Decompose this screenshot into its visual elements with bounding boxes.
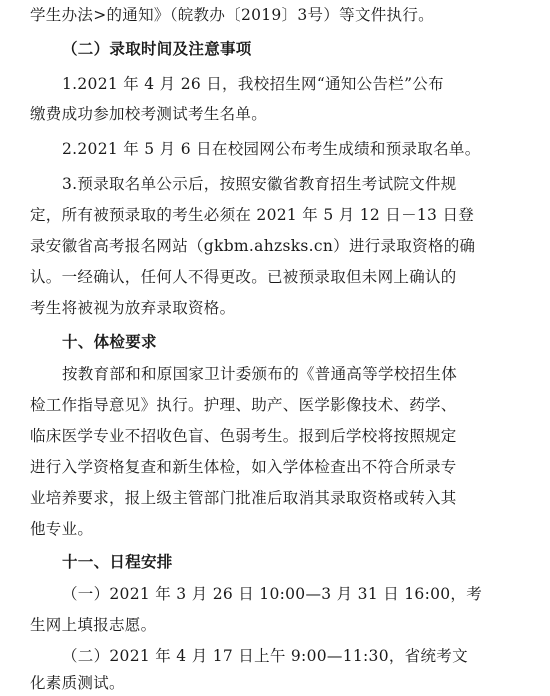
paragraph-line: （二）2021 年 4 月 17 日上午 9:00—11:30，省统考文 [62, 647, 468, 665]
paragraph-line: 3.预录取名单公示后，按照安徽省教育招生考试院文件规 [62, 175, 457, 193]
paragraph-line: 检工作指导意见》执行。护理、助产、医学影像技术、药学、 [30, 396, 457, 414]
paragraph-line: 录安徽省高考报名网站（gkbm.ahzsks.cn）进行录取资格的确 [30, 237, 476, 255]
section-heading-admission-timing: （二）录取时间及注意事项 [62, 40, 252, 58]
paragraph-line: 认。一经确认，任何人不得更改。已被预录取但未网上确认的 [30, 268, 457, 286]
paragraph-line: 生网上填报志愿。 [30, 616, 157, 634]
paragraph-line: 他专业。 [30, 520, 94, 538]
paragraph-line: 学生办法>的通知》（皖教办〔2019〕3号）等文件执行。 [30, 6, 434, 24]
paragraph-line: 临床医学专业不招收色盲、色弱考生。报到后学校将按照规定 [30, 427, 457, 445]
paragraph-line: 2.2021 年 5 月 6 日在校园网公布考生成绩和预录取名单。 [62, 140, 481, 158]
paragraph-line: （一）2021 年 3 月 26 日 10:00—3 月 31 日 16:00，考 [62, 585, 483, 603]
paragraph-line: 缴费成功参加校考测试考生名单。 [30, 105, 268, 123]
paragraph-line: 定，所有被预录取的考生必须在 2021 年 5 月 12 日－13 日登 [30, 206, 475, 224]
paragraph-line: 化素质测试。 [30, 674, 125, 692]
paragraph-line: 1.2021 年 4 月 26 日，我校招生网“通知公告栏”公布 [62, 75, 444, 93]
paragraph-line: 考生将被视为放弃录取资格。 [30, 299, 236, 317]
paragraph-line: 按教育部和和原国家卫计委颁布的《普通高等学校招生体 [62, 365, 458, 383]
section-heading-schedule: 十一、日程安排 [62, 553, 173, 571]
paragraph-line: 进行入学资格复查和新生体检，如入学体检查出不符合所录专 [30, 458, 457, 476]
paragraph-line: 业培养要求，报上级主管部门批准后取消其录取资格或转入其 [30, 489, 457, 507]
section-heading-physical-exam: 十、体检要求 [62, 333, 157, 351]
